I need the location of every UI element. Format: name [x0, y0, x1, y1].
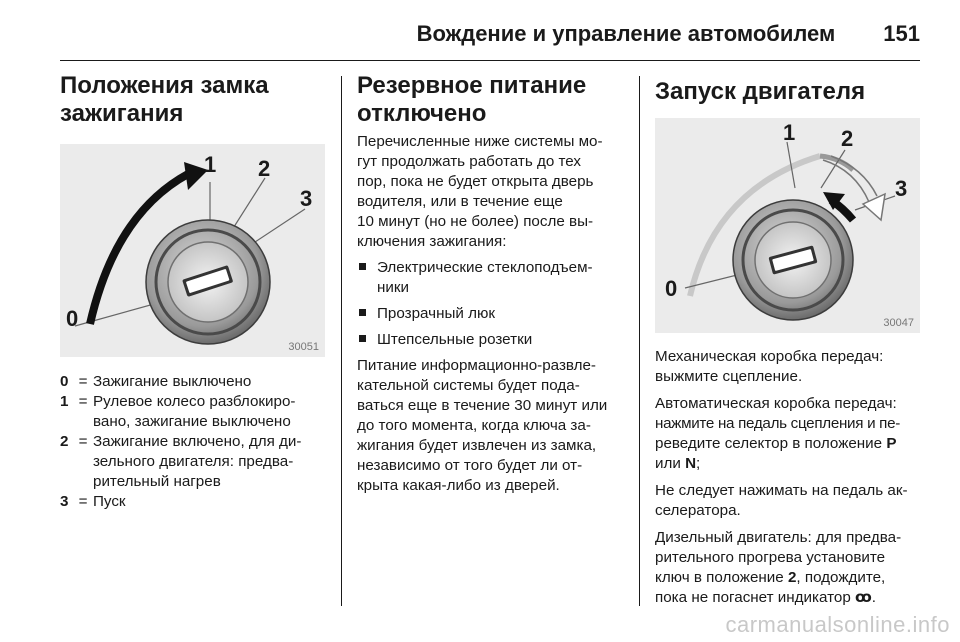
- list-item: Электрические стеклоподъем- ники: [357, 258, 625, 298]
- legend-item: 2 = Зажигание включено, для ди- зельного двигателя: предва- рительный нагрев: [60, 433, 302, 490]
- diesel-preheat-note: Дизельный двигатель: для предва- рительного прогрева установите ключ в положение 2, подождите, пока не погаснет индикатор ꝏ.: [655, 529, 902, 606]
- retained-power-list: [357, 258, 625, 350]
- header-divider: [60, 60, 920, 61]
- section-heading-retained-power: Резервное питание отключено: [357, 72, 587, 127]
- legend-item: 0 = Зажигание выключено: [60, 373, 252, 390]
- figure-label-0: 0: [665, 276, 678, 301]
- header-title: Вождение и управление автомобилем: [416, 21, 836, 46]
- section-heading-ignition: Положения замка зажигания: [60, 72, 269, 127]
- figure-label-1: 1: [204, 152, 217, 177]
- retained-power-infotainment: Питание информационно-развле- кательной системы будет пода- ваться еще в течение 30 минут или до того момента, когда ключа за- жигания будет извлечен из замка, независимо от того будет ли от- крыта какая-либо из дверей.: [357, 357, 608, 494]
- automatic-transmission-note: Автоматическая коробка передач: нажмите на педаль сцепления и пе- реведите селектор в положение P или N;: [655, 395, 901, 472]
- figure-label-2: 2: [841, 126, 854, 151]
- column-divider-2: [639, 76, 640, 606]
- column-divider-1: [341, 76, 342, 606]
- retained-power-intro: Перечисленные ниже системы мо- гут продолжать работать до тех пор, пока не будет открыта дверь водителя, или в течение еще 10 минут (но не более) после вы- ключения зажигания:: [357, 133, 603, 250]
- list-item: Штепсельные розетки: [357, 330, 625, 350]
- figure-label-0: 0: [66, 306, 79, 331]
- figure-label-3: 3: [895, 176, 908, 201]
- column-engine-start: [655, 72, 923, 608]
- figure-label-1: 1: [783, 120, 796, 145]
- page-number: 151: [883, 21, 920, 46]
- figure-code: 30051: [288, 341, 319, 353]
- column-ignition-positions: [60, 72, 325, 512]
- legend-item: 1 = Рулевое колесо разблокиро- вано, зажигание выключено: [60, 393, 296, 430]
- ignition-legend: [60, 372, 325, 512]
- ignition-lock-illustration: [60, 144, 325, 357]
- manual-transmission-note: Механическая коробка передач: выжмите сцепление.: [655, 348, 884, 385]
- preheat-indicator-icon: ꝏ: [855, 589, 872, 606]
- engine-start-figure: [655, 118, 920, 333]
- ignition-start-illustration: [655, 118, 920, 333]
- figure-label-3: 3: [300, 186, 313, 211]
- figure-label-2: 2: [258, 156, 271, 181]
- column-retained-power: [357, 72, 625, 496]
- list-item: Прозрачный люк: [357, 304, 625, 324]
- watermark: carmanualsonline.info: [725, 612, 950, 637]
- page-header: [60, 14, 920, 54]
- accelerator-note: Не следует нажимать на педаль ак- селератора.: [655, 482, 908, 519]
- figure-code: 30047: [883, 317, 914, 329]
- section-heading-engine-start: Запуск двигателя: [655, 78, 866, 105]
- ignition-positions-figure: [60, 144, 325, 357]
- legend-item: 3 = Пуск: [60, 493, 126, 510]
